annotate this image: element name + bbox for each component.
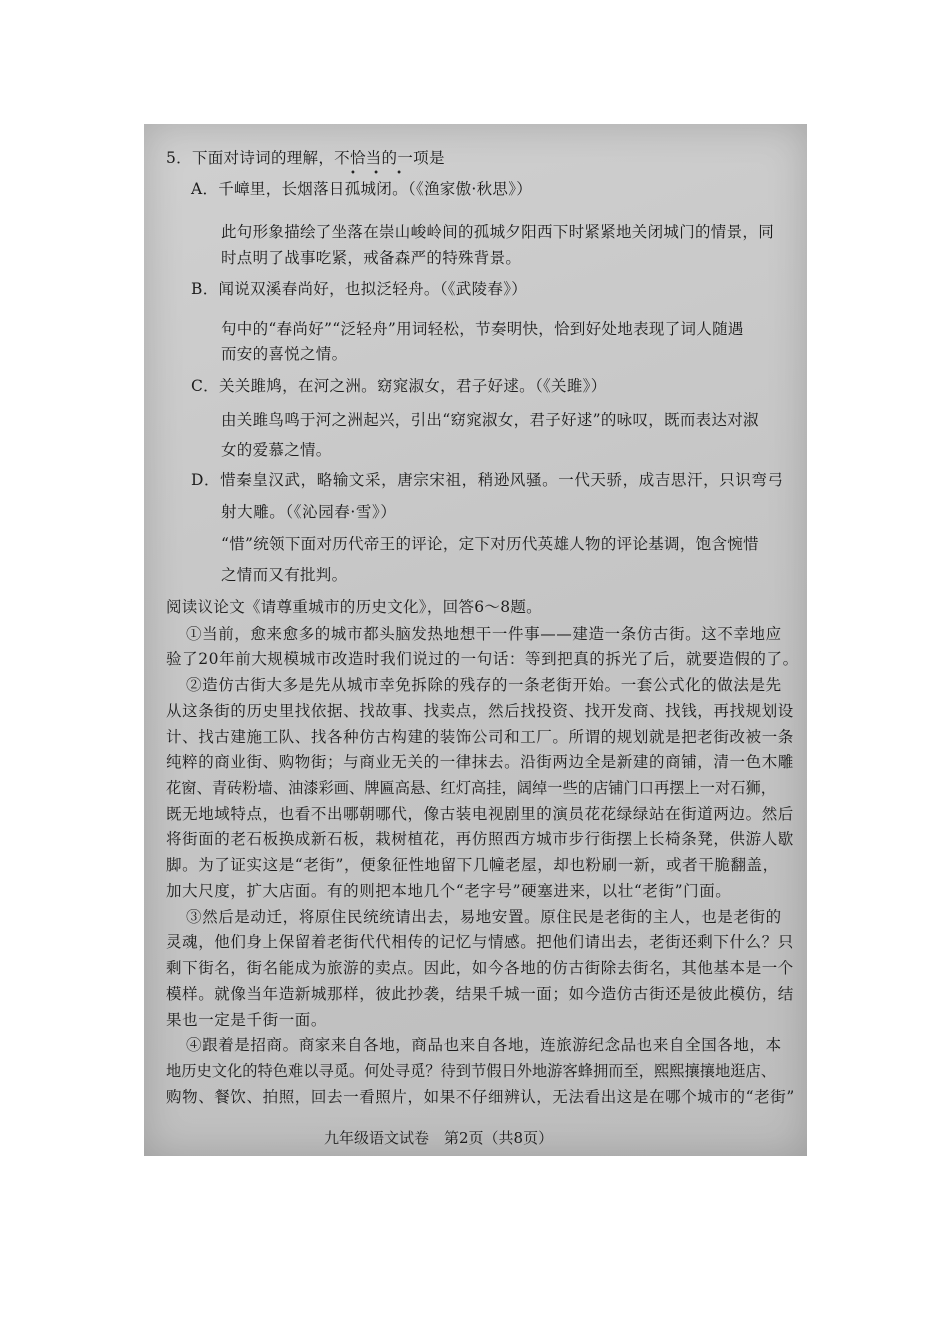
paragraph-4: ④跟着是招商。商家来自各地，商品也来自各地，连旅游纪念品也来自全国各地，本	[186, 1036, 782, 1054]
option-a: A．千嶂里，长烟落日孤城闭。（《渔家傲·秋思》）	[191, 180, 533, 198]
option-d: 射大雕。（《沁园春·雪》）	[221, 503, 397, 521]
paragraph-4: 地历史文化的特色难以寻觅。何处寻觅？待到节假日外地游客蜂拥而至，熙熙攘攘地逛店、	[166, 1062, 776, 1080]
paragraph-2: 脚。为了证实这是“老街”，便象征性地留下几幢老屋，却也粉刷一新，或者干脆翻盖，	[166, 856, 779, 874]
paragraph-1: ①当前，愈来愈多的城市都头脑发热地想干一件事——建造一条仿古街。这不幸地应	[186, 625, 782, 643]
option-c-explanation: 由关雎鸟鸣于河之洲起兴，引出“窈窕淑女，君子好逑”的咏叹，既而表达对淑	[221, 411, 759, 429]
option-d-explanation: 之情而又有批判。	[221, 566, 348, 584]
paragraph-2: ②造仿古街大多是先从城市幸免拆除的残存的一条老街开始。一套公式化的做法是先	[186, 676, 782, 694]
paragraph-3: ③然后是动迁，将原住民统统请出去，易地安置。原住民是老街的主人，也是老街的	[186, 908, 782, 926]
paragraph-3: 灵魂，他们身上保留着老街代代相传的记忆与情感。把他们请出去，老街还剩下什么？只	[166, 933, 794, 951]
paragraph-3: 剩下街名，街名能成为旅游的卖点。因此，如今各地的仿古街除去街名，其他基本是一个	[166, 959, 794, 977]
paragraph-3: 果也一定是千街一面。	[166, 1011, 328, 1029]
question-5-stem: 5．下面对诗词的理解，不恰当的一项是	[166, 149, 445, 167]
paragraph-2: 既无地域特点，也看不出哪朝哪代，像古装电视剧里的演员花花绿绿站在街道两边。然后	[166, 805, 794, 823]
option-a-explanation: 时点明了战事吃紧，戒备森严的特殊背景。	[221, 249, 522, 267]
paragraph-1: 验了20年前大规模城市改造时我们说过的一句话：等到把真的拆光了后，就要造假的了。	[166, 650, 799, 668]
paragraph-2: 花窗、青砖粉墙、油漆彩画、牌匾高悬、红灯高挂，阔绰一些的店铺门口再摆上一对石狮，	[166, 779, 776, 797]
option-d: D．惜秦皇汉武，略输文采，唐宗宋祖，稍逊风骚。一代天骄，成吉思汗，只识弯弓	[191, 471, 784, 489]
option-a-explanation: 此句形象描绘了坐落在崇山峻岭间的孤城夕阳西下时紧紧地关闭城门的情景，同	[221, 223, 775, 241]
paragraph-2: 计、找古建施工队、找各种仿古构建的装饰公司和工厂。所谓的规划就是把老街改被一条	[166, 728, 794, 746]
option-c-explanation: 女的爱慕之情。	[221, 441, 332, 459]
option-b-explanation: 而安的喜悦之情。	[221, 345, 348, 363]
paragraph-4: 购物、餐饮、拍照，回去一看照片，如果不仔细辨认，无法看出这是在哪个城市的“老街”	[166, 1088, 795, 1106]
paragraph-2: 将街面的老石板换成新石板，栽树植花，再仿照西方城市步行街摆上长椅条凳，供游人歇	[166, 830, 794, 848]
exam-page-photo	[144, 124, 807, 1156]
option-c: C．关关雎鸠，在河之洲。窈窕淑女，君子好逑。（《关雎》）	[191, 377, 607, 395]
paragraph-2: 从这条街的历史里找依据、找故事、找卖点，然后找投资、找开发商、找钱，再找规划设	[166, 702, 794, 720]
reading-intro: 阅读议论文《请尊重城市的历史文化》，回答6～8题。	[166, 598, 542, 616]
option-b: B．闻说双溪春尚好，也拟泛轻舟。（《武陵春》）	[191, 280, 528, 298]
exam-page-content	[144, 124, 807, 1156]
paragraph-2: 加大尺度，扩大店面。有的则把本地几个“老字号”硬塞进来，以壮“老街”门面。	[166, 882, 732, 900]
option-d-explanation: “惜”统领下面对历代帝王的评论，定下对历代英雄人物的评论基调，饱含惋惜	[221, 535, 759, 553]
page-footer: 九年级语文试卷 第2页（共8页）	[324, 1129, 554, 1147]
emphasis-marks: • • •	[350, 168, 410, 179]
paragraph-3: 模样。就像当年造新城那样，彼此抄袭，结果千城一面；如今造仿古街还是彼此模仿，结	[166, 985, 794, 1003]
option-b-explanation: 句中的“春尚好”“泛轻舟”用词轻松，节奏明快，恰到好处地表现了词人随遇	[221, 320, 744, 338]
paragraph-2: 纯粹的商业街、购物街；与商业无关的一律抹去。沿街两边全是新建的商铺，清一色木雕	[166, 753, 794, 771]
